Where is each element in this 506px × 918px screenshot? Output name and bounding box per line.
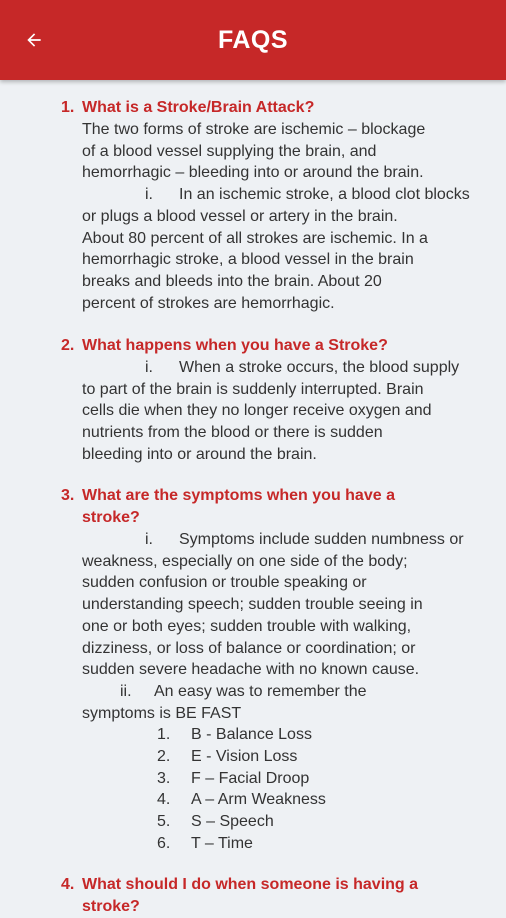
be-fast-list [61,724,491,854]
faq-item-2 [61,335,491,466]
list-item: 1. B - Balance Loss [157,726,312,744]
list-item: 3. F – Facial Droop [157,769,310,787]
app-bar [0,0,506,80]
page-title: FAQS [217,25,289,54]
faq-question: 2. What happens when you have a Stroke? [61,337,388,354]
faq-content[interactable] [0,80,506,915]
faq-question: 4. What should I do when someone is having a stroke? [61,876,419,915]
faq-item-4 [61,874,491,918]
faq-item-3 [61,485,491,855]
faq-answer: i. When a stroke occurs, the blood supply to part of the brain is suddenly interrupted. Brain cells die when they no longer receive oxygen and nutrients from the blood or there is sudden bleeding into or around the brain. [82,359,460,463]
faq-question: 1. What is a Stroke/Brain Attack? [61,99,315,116]
list-item: 2. E - Vision Loss [157,748,298,766]
faq-answer: The two forms of stroke are ischemic – blockage of a blood vessel supplying the brain, and hemorrhagic – bleeding into or around the brain. i. In an ischemic stroke, a blood clot blocks or plugs a blood vessel or artery in the brain. About 80 percent of all strokes are ischemic. In a hemorrhagic stroke, a blood vessel in the brain breaks and bleeds into the brain. About 20 percent of strokes are hemorrhagic. [82,121,470,312]
faq-item-1 [61,97,491,314]
faq-answer: i. Symptoms include sudden numbness or weakness, especially on one side of the body; sudden confusion or trouble speaking or understanding speech; sudden trouble seeing in one or both eyes; sudden trouble with walking, dizziness, or loss of balance or coordination; or sudden severe headache with no known cause. ii. An easy was to remember the symptoms is BE FAST [82,531,464,722]
list-item: 4. A – Arm Weakness [157,791,326,809]
faq-question: 3. What are the symptoms when you have a stroke? [61,487,395,526]
list-item: 5. S – Speech [157,813,274,831]
arrow-left-icon [24,30,44,50]
back-button[interactable] [16,22,52,58]
list-item: 6. T – Time [157,834,253,852]
